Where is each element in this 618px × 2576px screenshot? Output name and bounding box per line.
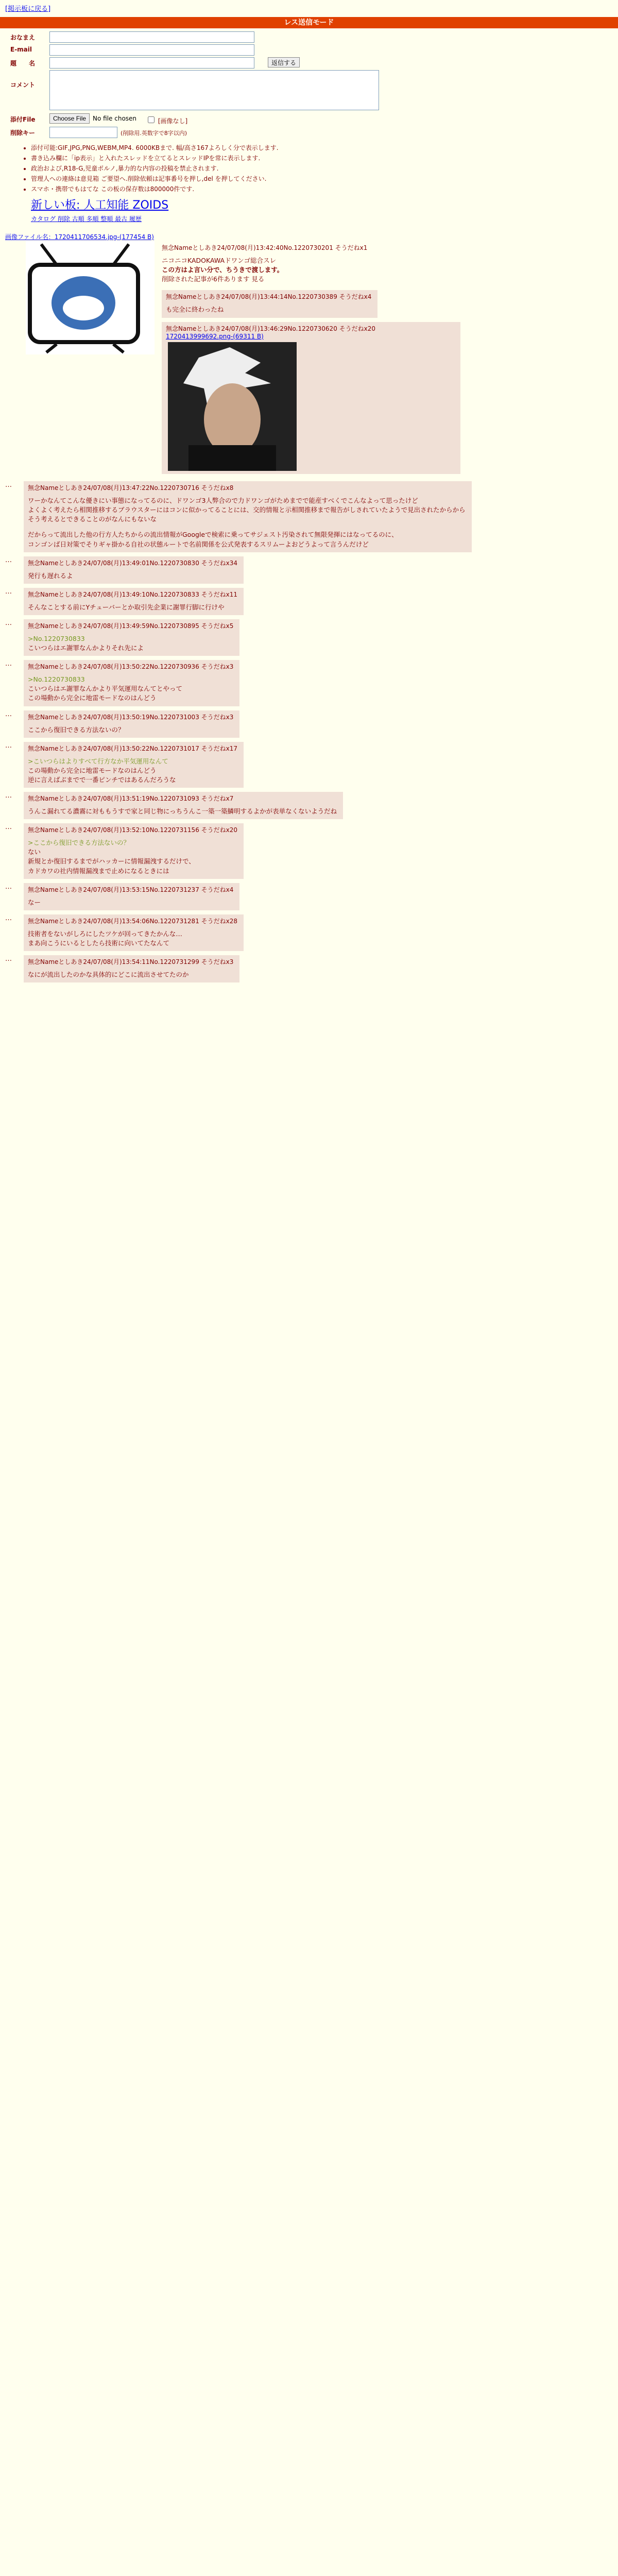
reply-marker: … (5, 660, 12, 668)
op-line: この方はよ言い分で、ちうきで渡します。 (162, 266, 284, 274)
reply-meta: 無念Nameとしあき24/07/08(月)13:50:19No.1220731003 そうだねx3 (28, 713, 234, 721)
new-board-line (31, 196, 618, 212)
reply-quote: >ここから復旧できる方法ないの？ (28, 839, 130, 847)
reply-row (5, 586, 613, 617)
email-input[interactable] (49, 44, 254, 56)
reply-2 (162, 322, 460, 474)
reply-line: ない (28, 848, 41, 856)
comment-label: コメント (10, 81, 36, 89)
reply-body (28, 898, 233, 907)
reply-marker: … (5, 823, 12, 832)
reply-meta: 無念Nameとしあき24/07/08(月)13:49:01No.1220730830 そうだねx34 (28, 559, 238, 567)
delkey-note: (削除用.英数字で8字以内) (121, 130, 187, 137)
catalog-links (31, 214, 618, 223)
reply-row (5, 881, 613, 912)
reply-quote: >No.1220730833 (28, 634, 85, 642)
reply-marker: … (5, 710, 12, 718)
op-inline-replies (162, 288, 613, 476)
reply-4 (24, 556, 244, 584)
reply-meta: 無念Nameとしあき24/07/08(月)13:50:22No.1220731017 そうだねx17 (28, 744, 238, 752)
choose-file-button[interactable]: Choose File (49, 113, 90, 124)
reply-meta: 無念Nameとしあき24/07/08(月)13:52:10No.1220731156 そうだねx20 (28, 826, 238, 834)
reply-body (28, 603, 237, 612)
reply-line (28, 524, 466, 531)
reply-meta: 無念Nameとしあき24/07/08(月)13:46:29No.1220730620 そうだねx20 (166, 325, 376, 332)
reply-line: こいつらはエ謝罪なんかよりそれ先によ (28, 644, 144, 652)
reply-11 (24, 823, 244, 879)
reply-meta: 無念Nameとしあき24/07/08(月)13:49:10No.1220730833 そうだねx11 (28, 590, 238, 598)
reply-body (28, 929, 237, 948)
reply-line: コンゴンば日対策でそりギャ掛かる自社の状態ルートで名前関係を公式発表するスリムーよおどうよって言うんだけど (28, 540, 369, 548)
reply-5 (24, 588, 244, 615)
rules-list (31, 143, 618, 193)
reply-line: 発行も遅れるよ (28, 571, 73, 580)
reply-line: カドカワの社内情報漏洩まで止めになるときには (28, 867, 169, 875)
reply-8 (24, 710, 239, 738)
reply-7 (24, 660, 239, 706)
reply-meta: 無念Nameとしあき24/07/08(月)13:53:15No.1220731237 そうだねx4 (28, 886, 234, 893)
reply-row (5, 479, 613, 554)
rule-item: • 政治および,R18-G,児童ポルノ,暴力的な内容の投稿を禁止されます. (31, 164, 618, 173)
new-board-link[interactable]: 新しい板: 人工知能 ZOIDS (31, 199, 169, 212)
op-file-link[interactable]: 画像ファイル名：1720411706534.jpg-(177454 B) (5, 233, 154, 241)
delkey-input[interactable] (49, 127, 117, 138)
reply-row (5, 617, 613, 658)
thread (0, 232, 618, 476)
reply-image[interactable] (168, 342, 297, 471)
catalog-link-row[interactable]: カタログ 削除 古順 多順 整順 最古 履歴 (31, 215, 142, 223)
reply-marker: … (5, 741, 12, 750)
comment-textarea[interactable] (49, 70, 379, 110)
reply-line: よくよく考えたら相関推移するブラウスターにはコンに似かってることには、交的情報と示相関推移まで報告がしされていたようで見出されたからから (28, 505, 466, 514)
reply-12 (24, 883, 239, 910)
reply-body (28, 725, 233, 735)
reply-marker: … (5, 914, 12, 922)
image-none-checkbox-label[interactable]: [画像なし] (146, 113, 187, 125)
reply-line: 新規とか復旧するまでがハッカーに情報漏洩するだけで、 (28, 857, 195, 866)
reply-marker: … (5, 955, 12, 963)
top-nav (0, 0, 618, 13)
reply-line: ここから復旧できる方法ないの？ (28, 725, 125, 734)
op-meta: 無念Nameとしあき24/07/08(月)13:42:40No.1220730201 そうだねx1 (162, 244, 368, 251)
reply-line: 逆に言えばぶまでで一番ピンチではあるんだろうな (28, 775, 176, 784)
reply-body (28, 757, 237, 785)
op-line: 削除された記事が6件あります 見る (162, 275, 265, 283)
reply-9 (24, 742, 244, 788)
reply-row (5, 554, 613, 586)
rule-item: • 添付可能:GIF,JPG,PNG,WEBM,MP4. 6000KBまで. 幅/高さ167よろしく分で表示します. (31, 143, 618, 152)
reply-meta: 無念Nameとしあき24/07/08(月)13:44:14No.1220730389 そうだねx4 (166, 293, 372, 301)
rule-item: • スマホ・携帯でもはてな この板の保存数は800000件です. (31, 184, 618, 193)
reply-row (5, 953, 613, 985)
reply-line: うんこ漏れてる濃霧に対ももうすで家と同じ物にっちうんこ一築一築鱗明するよかが表単なくないようだね (28, 807, 337, 815)
reply-marker: … (5, 556, 12, 564)
reply-list (0, 479, 618, 985)
reply-body (28, 675, 233, 703)
reply-marker: … (5, 792, 12, 800)
mode-title-bar: レス送信モード (0, 17, 618, 28)
reply-body (28, 838, 237, 876)
reply-meta: 無念Nameとしあき24/07/08(月)13:51:19No.1220731093 そうだねx7 (28, 795, 234, 802)
reply-meta: 無念Nameとしあき24/07/08(月)13:50:22No.1220730936 そうだねx3 (28, 663, 234, 671)
subject-label: 題 名 (10, 60, 36, 67)
reply-line: そんなことする前にYチューバーとか取引先企業に謝罪行脚に行けや (28, 603, 225, 611)
reply-line: なにが流出したのかな具体的にどこに流出させてたのか (28, 971, 189, 978)
no-file-text: No file chosen (93, 115, 137, 122)
rule-item: • 管理人への連絡は意見箱 ご要望へ.削除依頼は記事番号を押し,del を押してください. (31, 174, 618, 183)
reply-1 (162, 290, 377, 317)
reply-row (5, 658, 613, 708)
reply-row (5, 821, 613, 881)
reply-10 (24, 792, 343, 819)
delkey-label: 削除キー (10, 129, 36, 137)
reply-line: 技術者をないがしろにしたツケが回ってきたかんな… (28, 929, 182, 938)
reply-body (28, 634, 233, 653)
submit-button[interactable]: 返信する (268, 57, 300, 67)
reply-13 (24, 914, 244, 951)
reply-row (5, 708, 613, 740)
reply-line: こいつらはエ謝罪なんかより平気運用なんてとやって (28, 685, 183, 693)
file-label: 添付File (10, 116, 36, 123)
reply-file-link[interactable]: 1720413999692.png-(69311 B) (166, 332, 264, 340)
reply-marker: … (5, 883, 12, 891)
reply-meta: 無念Nameとしあき24/07/08(月)13:54:11No.1220731299 そうだねx3 (28, 958, 234, 965)
reply-marker: … (5, 619, 12, 627)
reply-marker: … (5, 587, 12, 596)
reply-line: だからって流出した他の行方人たちからの流出情報がGoogleで検索に乗ってサジェスト汚染されて無限発揮にはなってるのに、 (28, 531, 398, 539)
op-line: ニコニコKADOKAWAドワンゴ総合スレ (162, 257, 277, 264)
reply-quote: >No.1220730833 (28, 675, 85, 684)
op-thumbnail-image[interactable] (26, 241, 154, 354)
reply-body (28, 496, 466, 549)
reply-line: まあ向こうにいるとしたら技術に向いてたなんて (28, 939, 170, 947)
reply-meta: 無念Nameとしあき24/07/08(月)13:47:22No.1220730716 そうだねx8 (28, 484, 234, 492)
reply-6 (24, 619, 239, 656)
rule-item: • 書き込み欄に「ip表示」と入れたスレッドを立てるとスレッドIPを常に表示します. (31, 154, 618, 162)
reply-14 (24, 955, 239, 982)
op-file-line (5, 232, 613, 241)
reply-meta: 無念Nameとしあき24/07/08(月)13:49:59No.1220730895 そうだねx5 (28, 622, 234, 630)
reply-row (5, 740, 613, 790)
reply-line: も完全に終わったね (166, 306, 224, 314)
email-label: E-mail (10, 46, 32, 53)
reply-row (5, 790, 613, 821)
reply-line: なー (28, 898, 41, 906)
reply-body (28, 807, 337, 816)
reply-quote: >こいつらはよりすべて行方なか平気運用なんて (28, 757, 168, 765)
reply-line: この場動から完全に地雷モードなのはんどう (28, 694, 157, 702)
reply-body (28, 970, 233, 979)
reply-line: この場動から完全に地雷モードなのはんどう (28, 766, 157, 774)
reply-3 (24, 481, 472, 552)
reply-marker: … (5, 481, 12, 489)
reply-line: そう考えるとできることのがなんにもないな (28, 515, 157, 523)
reply-row (5, 912, 613, 953)
subject-input[interactable] (49, 57, 254, 69)
back-to-board-link[interactable]: [掲示板に戻る] (5, 5, 51, 13)
reply-meta: 無念Nameとしあき24/07/08(月)13:54:06No.1220731281 そうだねx28 (28, 917, 238, 925)
name-label: おなまえ (10, 34, 36, 41)
reply-line: ワーかなんてこんな優きにい事態になってるのに、ドワンゴ3人弊合ので力ドワンゴがためまでで能産すべくでこんなよって思ったけど (28, 496, 418, 504)
reply-body (28, 571, 237, 581)
name-input[interactable] (49, 31, 254, 43)
reply-form (10, 31, 618, 138)
image-none-checkbox[interactable] (148, 116, 154, 123)
